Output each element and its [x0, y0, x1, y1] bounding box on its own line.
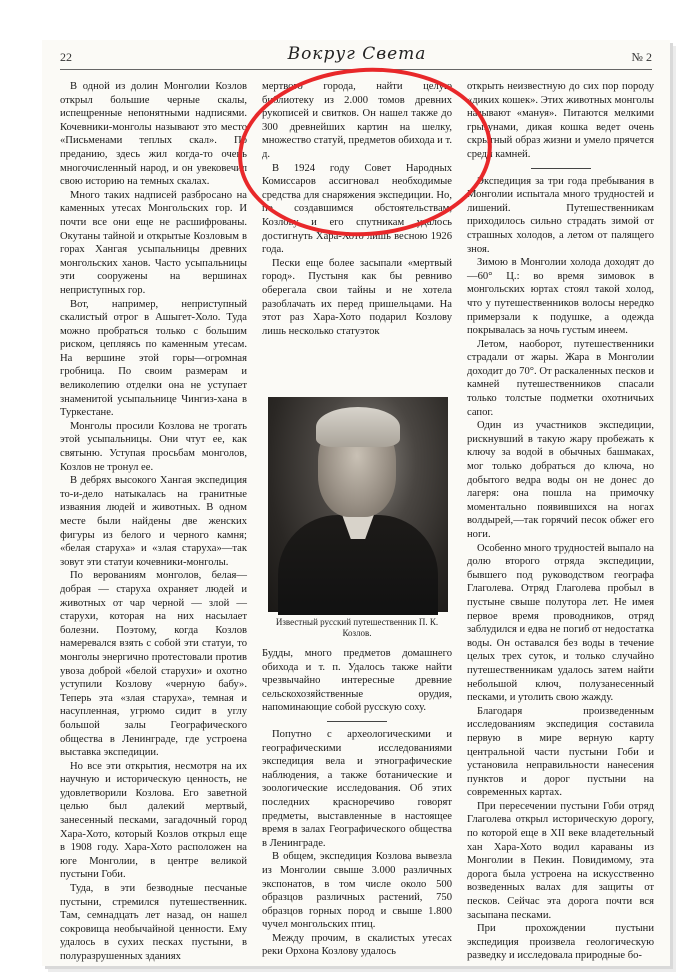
- paragraph: открыть неизвестную до сих пор породу «диких кошек». Этих животных монголы называют «мануя». Питаются мелкими грызунами, дикая кошка ведет очень скрытный образ жизни и умело прячется среди камней.: [467, 81, 654, 160]
- text-column-1: [60, 80, 247, 960]
- paragraph: Благодаря произведенным исследованиям экспедиция составила первую в мире верную карту центральной части пустыни Гоби и установила неправильности нанесения пунктов и дорог пустыни на современных картах.: [467, 705, 654, 799]
- paragraph: Вот, например, неприступный скалистый отрог в Ашыгет-Холо. Туда можно пробраться только с большим риском, цепляясь по каменным утесам. На вершине этой горы—огромная гробница. По своим размерам и великолепию отделки она не уступает знаменитой усыпальнице Чингиз-хана в Туркестане.: [60, 298, 247, 419]
- paragraph: В дебрях высокого Хангая экспедиция то-и-дело натыкалась на гранитные изваяния людей и животных. В одном месте были найдены две женских фигуры из белого и черного камня; «белая старуха» и «злая старуха»—так зовут эти статуи кочевники-монголы.: [60, 475, 247, 568]
- paragraph: Особенно много трудностей выпало на долю второго отряда экспедиции, бывшего под руководством географа Глаголева. Отряд Глаголева пробыл в пустыне свыше полутора лет. Не имея первое время проводников, отряд заблудился и едва не погиб от недостатка воды. Он оставался без воды в течение целых трех суток, и только случайно путешественникам удалось затем найти небольшой ключ, полузанесенный песками, и утолить свою жажду.: [467, 542, 654, 704]
- section-divider: [327, 721, 387, 722]
- text-column-3: [467, 80, 654, 960]
- photo-hair: [316, 407, 400, 447]
- issue-number: № 2: [631, 50, 652, 64]
- portrait-photo: [268, 397, 448, 612]
- paragraph: Попутно с археологическими и географическими исследованиями экспедиция вела и этнографические наблюдения, а также ботанические и зоологические исследования. Об этих последних красноречиво говорят предметы, выставленные в настоящее время в залах Географического общества в Ленинграде.: [262, 728, 452, 849]
- paragraph: В одной из долин Монголии Козлов открыл большие черные скалы, испещренные непонятными надписями. Кочевники-монголы называют это место «Письменами теплых скал». По преданию, здесь жил когда-то очень многочисленный народ, и он увековечил свою историю на темных скалах.: [60, 81, 247, 188]
- paragraph: Много таких надписей разбросано на каменных утесах Монгольских гор. И почти все они еще не расшифрованы. Окутаны тайной и открытые Козловым в горах Хангая усыпальницы древних монгольских ханов. Часто усыпальницы эти сооружены на вершинах неприступных гор.: [60, 189, 247, 296]
- paragraph: Зимою в Монголии холода доходят до—60° Ц.: во время зимовок в монгольских юртах стоял такой холод, что у путешественников волосы нередко примерзали к подушке, а одежда покрывалась за ночь густым инеем.: [467, 257, 654, 337]
- magazine-page: [42, 40, 670, 966]
- paragraph: мертвого города, найти целую библиотеку из 2.000 томов древних рукописей и свитков. Он нашел также до 300 древнейших картин на шелку, множество статуй, предметов обихода и т. д.: [262, 81, 452, 160]
- text-column-2-top: [262, 80, 452, 398]
- header-rule: [60, 69, 652, 70]
- paragraph: Пески еще более засыпали «мертвый город». Пустыня как бы ревниво оберегала свои тайны и не хотела разоблачать их перед пришельцами. На этот раз Хара-Хото подарил Козлову лишь несколько статуэток: [262, 257, 452, 337]
- paragraph: Монголы просили Козлова не трогать этой усыпальницы. Они чтут ее, как святыню. Уступая просьбам монголов, Козлов не тронул ее.: [60, 420, 247, 473]
- paragraph: Но все эти открытия, несмотря на их научную и историческую ценность, не удовлетворили Козлова. Его заветной целью был далекий мертвый, занесенный песками, загадочный город Хара-Хото, который Козлов открыл еще в 1908 году. Хара-Хото расположен на юге Монголии, в центре великой пустыни Гоби.: [60, 760, 247, 881]
- paragraph: При прохождении пустыни экспедиция произвела геологическую разведку и исследовала природные бо-: [467, 923, 654, 962]
- paragraph: Туда, в эти безводные песчаные пустыни, стремился путешественник. Там, семнадцать лет назад, он нашел сокровища необычайной ценности. Ему удалось в сухих песках пустыни, в полуразрушенных зданиях: [60, 883, 247, 962]
- paragraph: В общем, экспедиция Козлова вывезла из Монголии свыше 3.000 различных экспонатов, в том числе около 500 образцов различных растений, 750 образцов горных пород и свыше 1.800 чучел монгольских птиц.: [262, 851, 452, 931]
- paragraph: Экспедиция за три года пребывания в Монголии испытала много трудностей и лишений. Путешественникам приходилось сильно страдать зимой от страшных холодов, а летом от палящего зноя.: [467, 175, 654, 255]
- photo-caption: Известный русский путешественник П. К. Козлов.: [275, 617, 439, 638]
- section-divider: [531, 168, 591, 169]
- text-column-2-bottom: [262, 647, 452, 958]
- paragraph: При пересечении пустыни Гоби отряд Глаголева открыл историческую дорогу, по которой еще в XII веке владетельный хан Хара-Хото водил караваны из Монголии в Пекин. Повидимому, эта дорога была устроена на искусственно возведенных валах для защиты от песков. Сейчас эта дорога почти вся засыпана песками.: [467, 800, 654, 921]
- paragraph: Летом, наоборот, путешественники страдали от жары. Жара в Монголии доходит до 70°. От раскаленных песков и камней путешественников спасали только толстые подметки охотничьих сапог.: [467, 338, 654, 418]
- paragraph: В 1924 году Совет Народных Комиссаров ассигновал необходимые средства для снаряжения экспедиции. Но, по создавшимся обстоятельствам, Козлову и его спутникам удалось достигнуть Хара-Хото лишь весною 1926 года.: [262, 162, 452, 256]
- paragraph: Один из участников экспедиции, рискнувший в такую жару пробежать к ключу за водой в обычных башмаках, мог только добраться до ключа, но добытого ведра воды он не донес до лагеря: она пошла на примочку моментально появившихся на ногах волдырей,—так горячий песок обжег его ноги.: [467, 420, 654, 540]
- paragraph: По верованиям монголов, белая—добрая — старуха охраняет людей и животных от чар черной — злой — старухи, которая на них насылает болезни. Поэтому, когда Козлов намеревался взять с собой эти статуи, то монголы энергично протестовали против увоза доброй «белой старухи» и охотно уступили Козлову «черную бабу». Теперь эта «злая старуха», темная и насупленная, угрюмо сидит в углу большой залы Географического общества в Ленинграде, где устроена выставка экспедиции.: [60, 570, 247, 759]
- magazine-masthead: Вокруг Света: [287, 44, 427, 64]
- page-number: 22: [60, 50, 72, 64]
- paragraph: Между прочим, в скалистых утесах реки Орхона Козлову удалось: [262, 932, 452, 958]
- paragraph: Будды, много предметов домашнего обихода и т. п. Удалось также найти чрезвычайно интересные древние сельскохозяйственные орудия, напоминающие собой русскую соху.: [262, 648, 452, 714]
